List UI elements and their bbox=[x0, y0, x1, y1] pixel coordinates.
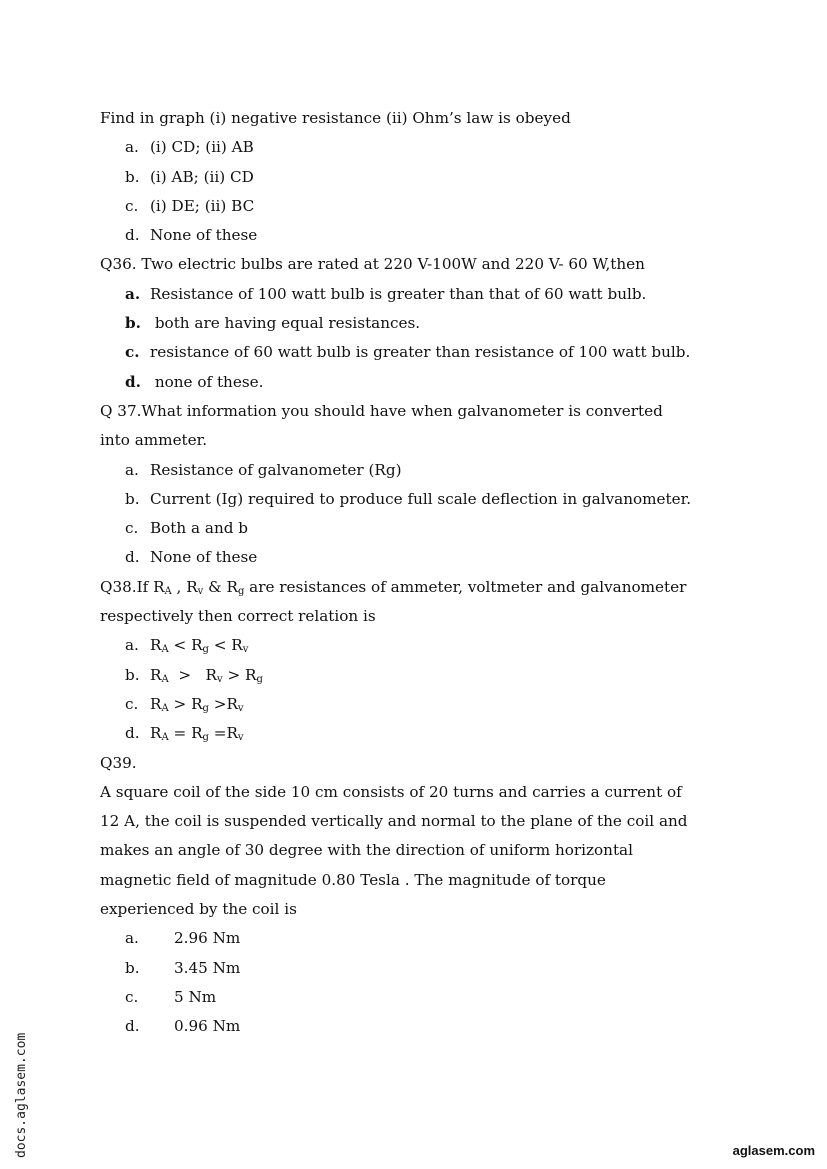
q39-option-c: c. 5 Nm bbox=[125, 987, 217, 1006]
q37-option-b: b. Current (Ig) required to produce full scale deflection in galvanometer. bbox=[125, 489, 692, 508]
q37-option-a: a. Resistance of galvanometer (Rg) bbox=[125, 460, 402, 479]
q37-stem-line-1: Q 37.What information you should have when galvanometer is converted bbox=[100, 401, 663, 420]
side-watermark-url: docs.aglasem.com bbox=[14, 1032, 29, 1158]
q36-option-a: a. Resistance of 100 watt bulb is greater than that of 60 watt bulb. bbox=[125, 284, 647, 303]
q37-option-c: c. Both a and b bbox=[125, 519, 249, 538]
q39-body-line-5: experienced by the coil is bbox=[100, 900, 297, 919]
q38-stem-line-2: respectively then correct relation is bbox=[100, 607, 376, 626]
q39-body-line-1: A square coil of the side 10 cm consists of 20 turns and carries a current of bbox=[100, 782, 682, 801]
question-sheet bbox=[100, 104, 740, 1042]
q39-option-a: a. 2.96 Nm bbox=[125, 929, 241, 948]
q38-option-d: d. $R_A = R_g =R_v$ bbox=[125, 724, 244, 744]
q39-body-line-2: 12 A, the coil is suspended vertically and normal to the plane of the coil and bbox=[100, 812, 688, 831]
q35-option-b: b. (i) AB; (ii) CD bbox=[125, 167, 254, 186]
q36-stem: Q36. Two electric bulbs are rated at 220 V-100W and 220 V- 60 W,then bbox=[100, 255, 645, 274]
q35-option-d: d. None of these bbox=[125, 226, 258, 245]
brand-footer: aglasem.com bbox=[732, 1143, 815, 1158]
q39-option-b: b. 3.45 Nm bbox=[125, 958, 241, 977]
q39-body-line-4: magnetic field of magnitude 0.80 Tesla . The magnitude of torque bbox=[100, 870, 606, 889]
q37-option-d: d. None of these bbox=[125, 548, 258, 567]
q36-option-c: c. resistance of 60 watt bulb is greater than resistance of 100 watt bulb. bbox=[125, 343, 691, 362]
q39-option-d: d. 0.96 Nm bbox=[125, 1017, 241, 1036]
q35-option-a: a. (i) CD; (ii) AB bbox=[125, 138, 254, 157]
q39-body-line-3: makes an angle of 30 degree with the direction of uniform horizontal bbox=[100, 841, 633, 860]
q38-option-b: b. $R_A > R_v > R_g$ bbox=[125, 665, 263, 685]
q37-stem-line-2: into ammeter. bbox=[100, 431, 208, 450]
q36-option-b: b. both are having equal resistances. bbox=[125, 314, 421, 333]
q36-option-d: d. none of these. bbox=[125, 372, 264, 391]
q38-stem-line-1: Q38.If $R_A$ , $R_v$ & $R_g$ are resistances of ammeter, voltmeter and galvanometer bbox=[100, 577, 687, 597]
q35-option-c: c. (i) DE; (ii) BC bbox=[125, 196, 255, 215]
q35-stem: Find in graph (i) negative resistance (ii) Ohm’s law is obeyed bbox=[100, 109, 571, 127]
q38-option-c: c. $R_A > R_g >R_v$ bbox=[125, 694, 244, 714]
q39-number: Q39. bbox=[100, 753, 137, 772]
q38-option-a: a. $R_A < R_g < R_v$ bbox=[125, 636, 249, 656]
